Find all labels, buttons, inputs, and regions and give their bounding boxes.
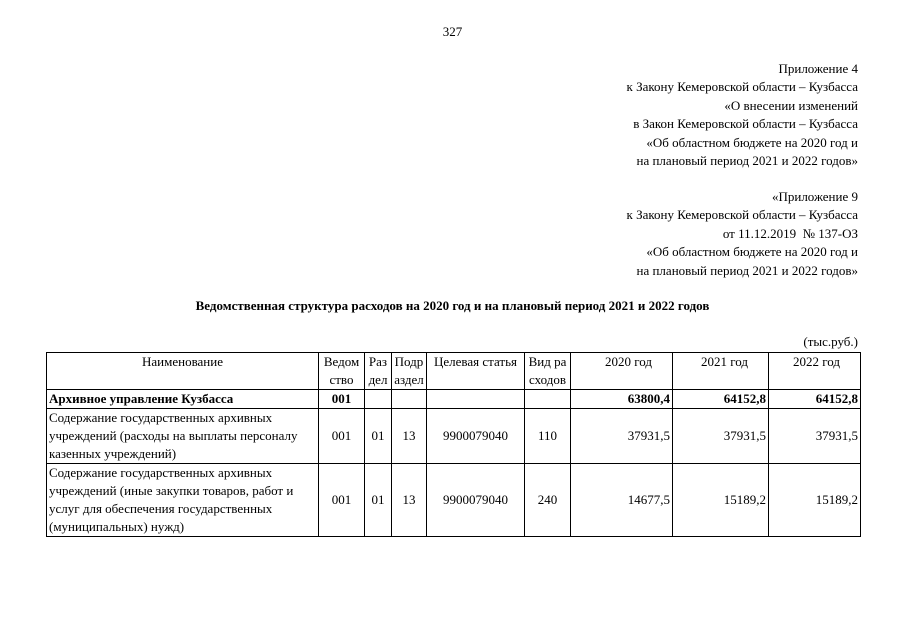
row-name: Содержание государственных архивных учреждений (расходы на выплаты персоналу казенных учреждений) bbox=[47, 409, 319, 464]
appendix-9-line: «Об областном бюджете на 2020 год и bbox=[646, 244, 858, 260]
row-razdel: 01 bbox=[365, 464, 392, 537]
appendix-4-line: Приложение 4 bbox=[778, 61, 858, 76]
row-target: 9900079040 bbox=[427, 409, 525, 464]
header-target: Целевая статья bbox=[427, 353, 525, 390]
row-vedomstvo: 001 bbox=[319, 390, 365, 409]
row-2020: 14677,5 bbox=[571, 464, 673, 537]
appendix-4-line: к Закону Кемеровской области – Кузбасса bbox=[626, 79, 858, 95]
row-2021: 64152,8 bbox=[673, 390, 769, 409]
header-vedomstvo: Ведомство bbox=[319, 353, 365, 390]
row-razdel bbox=[365, 390, 392, 409]
row-2022: 15189,2 bbox=[769, 464, 861, 537]
appendix-9-line: к Закону Кемеровской области – Кузбасса bbox=[626, 207, 858, 223]
row-target: 9900079040 bbox=[427, 464, 525, 537]
row-2022: 64152,8 bbox=[769, 390, 861, 409]
document-title: Ведомственная структура расходов на 2020 год и на плановый период 2021 и 2022 годов bbox=[195, 298, 710, 313]
row-razdel: 01 bbox=[365, 409, 392, 464]
row-vedomstvo: 001 bbox=[319, 464, 365, 537]
row-2020: 37931,5 bbox=[571, 409, 673, 464]
header-2021: 2021 год bbox=[673, 353, 769, 390]
appendix-4-line: «О внесении изменений bbox=[724, 97, 858, 113]
row-podrazdel: 13 bbox=[392, 409, 427, 464]
appendix-9-header bbox=[627, 188, 859, 280]
appendix-4-header bbox=[627, 60, 859, 170]
row-target bbox=[427, 390, 525, 409]
header-razdel: Раздел bbox=[365, 353, 392, 390]
row-2022: 37931,5 bbox=[769, 409, 861, 464]
header-name: Наименование bbox=[47, 353, 319, 390]
appendix-9-line: «Приложение 9 bbox=[771, 189, 858, 204]
row-name: Архивное управление Кузбасса bbox=[47, 390, 319, 409]
budget-table bbox=[46, 352, 861, 537]
page-number: 327 bbox=[442, 24, 463, 39]
header-2020: 2020 год bbox=[571, 353, 673, 390]
row-vid bbox=[525, 390, 571, 409]
row-name: Содержание государственных архивных учреждений (иные закупки товаров, работ и услуг для обеспечения государственных (муниципальных) нужд) bbox=[47, 464, 319, 537]
units-label: (тыс.руб.) bbox=[803, 334, 858, 349]
row-2021: 37931,5 bbox=[673, 409, 769, 464]
header-podrazdel: Подраздел bbox=[392, 353, 427, 390]
table-row bbox=[47, 390, 861, 409]
header-vid: Вид расходов bbox=[525, 353, 571, 390]
row-2020: 63800,4 bbox=[571, 390, 673, 409]
row-podrazdel bbox=[392, 390, 427, 409]
appendix-9-line: от 11.12.2019 № 137-ОЗ bbox=[722, 225, 858, 241]
row-vid: 240 bbox=[525, 464, 571, 537]
appendix-4-line: в Закон Кемеровской области – Кузбасса bbox=[633, 116, 858, 132]
row-podrazdel: 13 bbox=[392, 464, 427, 537]
table-row bbox=[47, 464, 861, 537]
appendix-4-line: «Об областном бюджете на 2020 год и bbox=[646, 134, 858, 150]
appendix-9-line: на плановый период 2021 и 2022 годов» bbox=[636, 262, 858, 278]
row-2021: 15189,2 bbox=[673, 464, 769, 537]
row-vid: 110 bbox=[525, 409, 571, 464]
appendix-4-line: на плановый период 2021 и 2022 годов» bbox=[636, 153, 858, 169]
row-vedomstvo: 001 bbox=[319, 409, 365, 464]
table-header-row bbox=[47, 353, 861, 390]
table-row bbox=[47, 409, 861, 464]
header-2022: 2022 год bbox=[769, 353, 861, 390]
